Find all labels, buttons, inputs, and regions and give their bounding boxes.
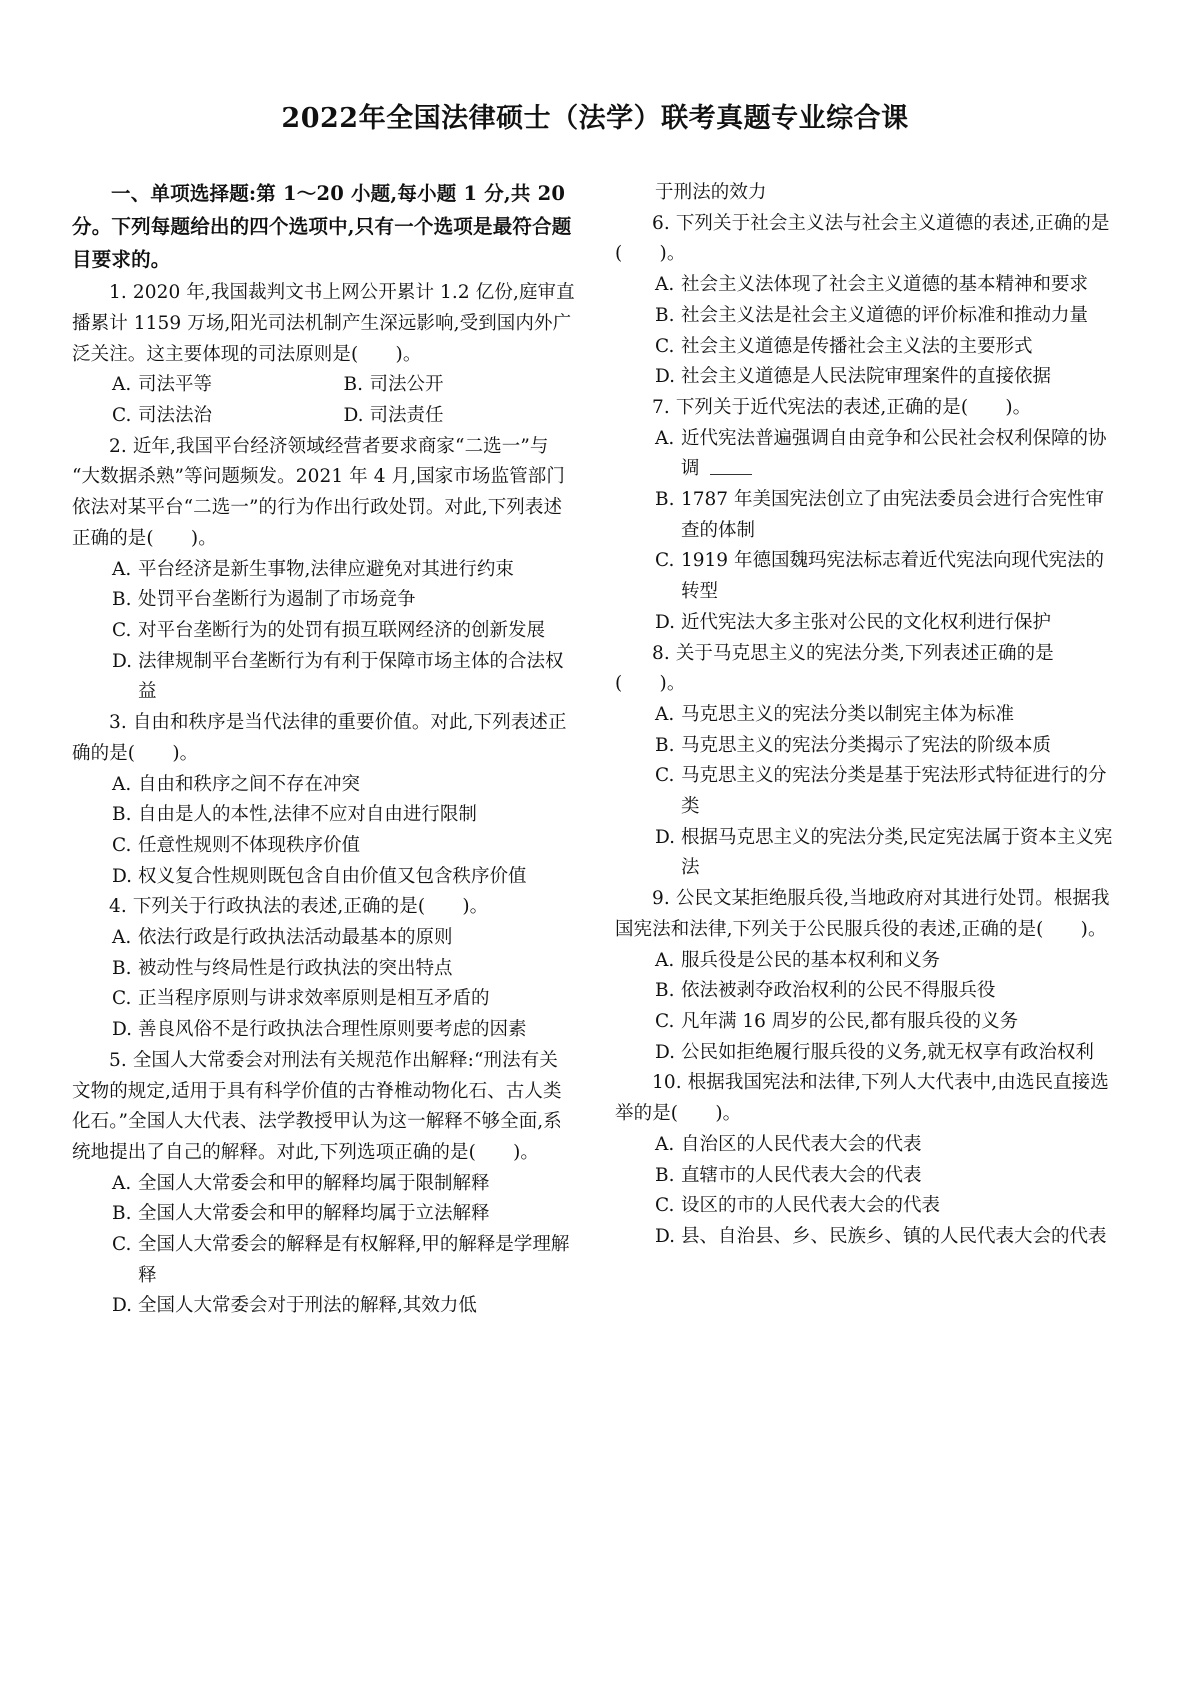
option-label: A. [655, 1133, 675, 1155]
option-label: B. [112, 957, 132, 979]
option-label: A. [112, 558, 132, 580]
option-label: C. [655, 1010, 675, 1032]
option-label: B. [112, 804, 132, 826]
question-4-option-A[interactable] [72, 923, 575, 954]
question-6-stem: 6. 下列关于社会主义法与社会主义道德的表述,正确的是( )。 [615, 212, 1110, 265]
option-text: 权义复合性规则既包含自由价值又包含秩序价值 [138, 865, 527, 887]
question-1-option-A[interactable] [112, 370, 344, 401]
option-text: 1919 年德国魏玛宪法标志着近代宪法向现代宪法的转型 [681, 550, 1104, 603]
option-text: 社会主义道德是传播社会主义法的主要形式 [681, 335, 1033, 357]
question-6-option-B[interactable] [615, 301, 1118, 332]
option-label: B. [655, 980, 675, 1002]
question-3-option-A[interactable] [72, 770, 575, 801]
question-6-option-D[interactable] [615, 362, 1118, 393]
option-label: B. [112, 589, 132, 611]
option-text: 全国人大常委会对于刑法的解释,其效力低 [138, 1295, 477, 1317]
option-label: D. [343, 405, 364, 427]
option-text: 凡年满 16 周岁的公民,都有服兵役的义务 [681, 1010, 1019, 1032]
option-label: A. [112, 927, 132, 949]
question-5-continued: 于刑法的效力 [655, 182, 767, 203]
option-text: 正当程序原则与讲求效率原则是相互矛盾的 [138, 988, 490, 1010]
option-text: 自由和秩序之间不存在冲突 [138, 773, 361, 795]
question-3-option-D[interactable] [72, 862, 575, 893]
question-3-option-C[interactable] [72, 831, 575, 862]
option-text: 马克思主义的宪法分类是基于宪法形式特征进行的分类 [681, 765, 1107, 818]
question-1-stem: 1. 2020 年,我国裁判文书上网公开累计 1.2 亿份,庭审直播累计 1159 万场,阳光司法机制产生深远影响,受到国内外广泛关注。这主要体现的司法原则是( )。 [72, 282, 575, 365]
question-5-option-C[interactable] [72, 1230, 575, 1291]
option-label: C. [112, 1234, 132, 1256]
option-label: B. [655, 1164, 675, 1186]
question-5-stem: 5. 全国人大常委会对刑法有关规范作出解释:“刑法有关文物的规定,适用于具有科学价值的古脊椎动物化石、古人类化石。”全国人大代表、法学教授甲认为这一解释不够全面,系统地提出了自己的解释。对此,下列选项正确的是( )。 [72, 1049, 562, 1163]
option-text: 社会主义法体现了社会主义道德的基本精神和要求 [681, 274, 1089, 296]
option-label: D. [655, 1041, 676, 1063]
question-8-option-C[interactable] [615, 761, 1118, 822]
option-text: 根据马克思主义的宪法分类,民定宪法属于资本主义宪法 [681, 826, 1113, 879]
option-text: 社会主义法是社会主义道德的评价标准和推动力量 [681, 304, 1089, 326]
question-4-option-D[interactable] [72, 1015, 575, 1046]
option-text: 社会主义道德是人民法院审理案件的直接依据 [681, 366, 1052, 388]
question-8-option-B[interactable] [615, 731, 1118, 762]
option-text: 直辖市的人民代表大会的代表 [681, 1164, 922, 1186]
option-label: C. [655, 765, 675, 787]
option-label: C. [655, 1195, 675, 1217]
option-label: A. [112, 1172, 132, 1194]
question-1-option-B[interactable] [344, 370, 576, 401]
question-9-option-C[interactable] [615, 1007, 1118, 1038]
question-7-option-D[interactable] [615, 608, 1118, 639]
question-6-option-C[interactable] [615, 332, 1118, 363]
question-6-option-A[interactable] [615, 270, 1118, 301]
question-2-option-A[interactable] [72, 555, 575, 586]
question-9-option-D[interactable] [615, 1038, 1118, 1069]
question-1-option-D[interactable] [344, 401, 576, 432]
option-text: 司法平等 [138, 374, 213, 396]
option-text: 全国人大常委会和甲的解释均属于立法解释 [138, 1203, 490, 1225]
handwritten-underline-mark [710, 464, 752, 475]
option-text: 公民如拒绝履行服兵役的义务,就无权享有政治权利 [681, 1041, 1094, 1063]
option-text: 近代宪法大多主张对公民的文化权利进行保护 [681, 611, 1052, 633]
option-text: 依法被剥夺政治权利的公民不得服兵役 [681, 980, 996, 1002]
question-7-option-C[interactable] [615, 546, 1118, 607]
question-10-option-D[interactable] [615, 1222, 1118, 1253]
option-label: B. [655, 489, 675, 511]
option-row [72, 401, 575, 432]
section-heading: 一、单项选择题:第 1～20 小题,每小题 1 分,共 20 分。下列每题给出的四个选项中,只有一个选项是最符合题目要求的。 [72, 182, 572, 271]
question-8-option-A[interactable] [615, 700, 1118, 731]
option-text: 1787 年美国宪法创立了由宪法委员会进行合宪性审查的体制 [681, 489, 1104, 541]
option-text: 司法责任 [369, 405, 444, 427]
question-9-stem: 9. 公民文某拒绝服兵役,当地政府对其进行处罚。根据我国宪法和法律,下列关于公民服兵役的表述,正确的是( )。 [615, 888, 1110, 940]
option-text: 依法行政是行政执法活动最基本的原则 [138, 927, 453, 949]
question-1-option-C[interactable] [112, 401, 344, 432]
option-label: D. [112, 650, 133, 672]
option-text: 全国人大常委会和甲的解释均属于限制解释 [138, 1172, 490, 1194]
option-label: D. [112, 1019, 133, 1041]
option-text: 对平台垄断行为的处罚有损互联网经济的创新发展 [138, 619, 546, 641]
option-row [72, 370, 575, 401]
option-label: C. [655, 550, 675, 572]
option-label: A. [112, 773, 132, 795]
question-3-option-B[interactable] [72, 800, 575, 831]
option-text: 自由是人的本性,法律不应对自由进行限制 [138, 804, 477, 826]
option-label: A. [112, 374, 132, 396]
option-label: C. [655, 335, 675, 357]
option-label: D. [655, 366, 676, 388]
question-4-stem: 4. 下列关于行政执法的表述,正确的是( )。 [109, 896, 489, 918]
option-text: 被动性与终局性是行政执法的突出特点 [138, 957, 453, 979]
question-8-stem: 8. 关于马克思主义的宪法分类,下列表述正确的是( )。 [615, 642, 1054, 695]
option-text: 马克思主义的宪法分类揭示了宪法的阶级本质 [681, 734, 1052, 756]
question-2-stem: 2. 近年,我国平台经济领域经营者要求商家“二选一”与“大数据杀熟”等问题频发。2021 年 4 月,国家市场监管部门依法对某平台“二选一”的行为作出行政处罚。对此,下列表述正确的是( )。 [72, 435, 565, 549]
option-label: B. [112, 1203, 132, 1225]
page-title: 2022年全国法律硕士（法学）联考真题专业综合课 [281, 103, 909, 134]
question-2-option-B[interactable] [72, 585, 575, 616]
option-text: 法律规制平台垄断行为有利于保障市场主体的合法权益 [138, 650, 564, 703]
question-10-option-B[interactable] [615, 1161, 1118, 1192]
option-label: D. [112, 865, 133, 887]
question-9-option-A[interactable] [615, 946, 1118, 977]
option-label: A. [655, 427, 675, 449]
two-column-body [72, 178, 1118, 1322]
question-10-option-A[interactable] [615, 1130, 1118, 1161]
question-8-option-D[interactable] [615, 823, 1118, 884]
option-text: 设区的市的人民代表大会的代表 [681, 1195, 941, 1217]
question-7-option-B[interactable] [615, 485, 1118, 546]
question-5-option-A[interactable] [72, 1169, 575, 1200]
question-7-stem: 7. 下列关于近代宪法的表述,正确的是( )。 [652, 396, 1032, 418]
option-text: 司法法治 [138, 405, 213, 427]
option-text: 平台经济是新生事物,法律应避免对其进行约束 [138, 558, 514, 580]
option-label: D. [655, 826, 676, 848]
option-text: 自治区的人民代表大会的代表 [681, 1133, 922, 1155]
option-label: B. [655, 734, 675, 756]
option-label: A. [655, 703, 675, 725]
question-5-option-D[interactable] [72, 1291, 575, 1322]
option-text: 善良风俗不是行政执法合理性原则要考虑的因素 [138, 1019, 527, 1041]
question-4-option-B[interactable] [72, 954, 575, 985]
option-text: 县、自治县、乡、民族乡、镇的人民代表大会的代表 [681, 1225, 1107, 1247]
right-column [615, 178, 1118, 1322]
option-label: C. [112, 988, 132, 1010]
option-label: D. [655, 1225, 676, 1247]
left-column [72, 178, 575, 1322]
question-7-option-A[interactable] [615, 424, 1118, 485]
option-label: D. [112, 1295, 133, 1317]
question-3-stem: 3. 自由和秩序是当代法律的重要价值。对此,下列表述正确的是( )。 [72, 712, 567, 764]
option-label: A. [655, 274, 675, 296]
option-label: C. [112, 619, 132, 641]
question-9-option-B[interactable] [615, 976, 1118, 1007]
option-text: 全国人大常委会的解释是有权解释,甲的解释是学理解释 [138, 1234, 570, 1286]
question-4-option-C[interactable] [72, 984, 575, 1015]
option-text: 近代宪法普遍强调自由竞争和公民社会权利保障的协调 [681, 427, 1107, 480]
question-2-option-C[interactable] [72, 616, 575, 647]
option-label: C. [112, 405, 132, 427]
question-10-option-C[interactable] [615, 1191, 1118, 1222]
option-text: 任意性规则不体现秩序价值 [138, 834, 361, 856]
option-label: D. [655, 611, 676, 633]
question-2-option-D[interactable] [72, 647, 575, 708]
option-text: 马克思主义的宪法分类以制宪主体为标准 [681, 703, 1015, 725]
question-5-option-B[interactable] [72, 1199, 575, 1230]
option-label: A. [655, 949, 675, 971]
option-label: B. [343, 374, 363, 396]
option-text: 服兵役是公民的基本权利和义务 [681, 949, 941, 971]
option-text: 处罚平台垄断行为遏制了市场竞争 [138, 589, 416, 611]
option-label: B. [655, 304, 675, 326]
question-10-stem: 10. 根据我国宪法和法律,下列人大代表中,由选民直接选举的是( )。 [615, 1072, 1109, 1125]
option-label: C. [112, 834, 132, 856]
option-text: 司法公开 [369, 374, 444, 396]
